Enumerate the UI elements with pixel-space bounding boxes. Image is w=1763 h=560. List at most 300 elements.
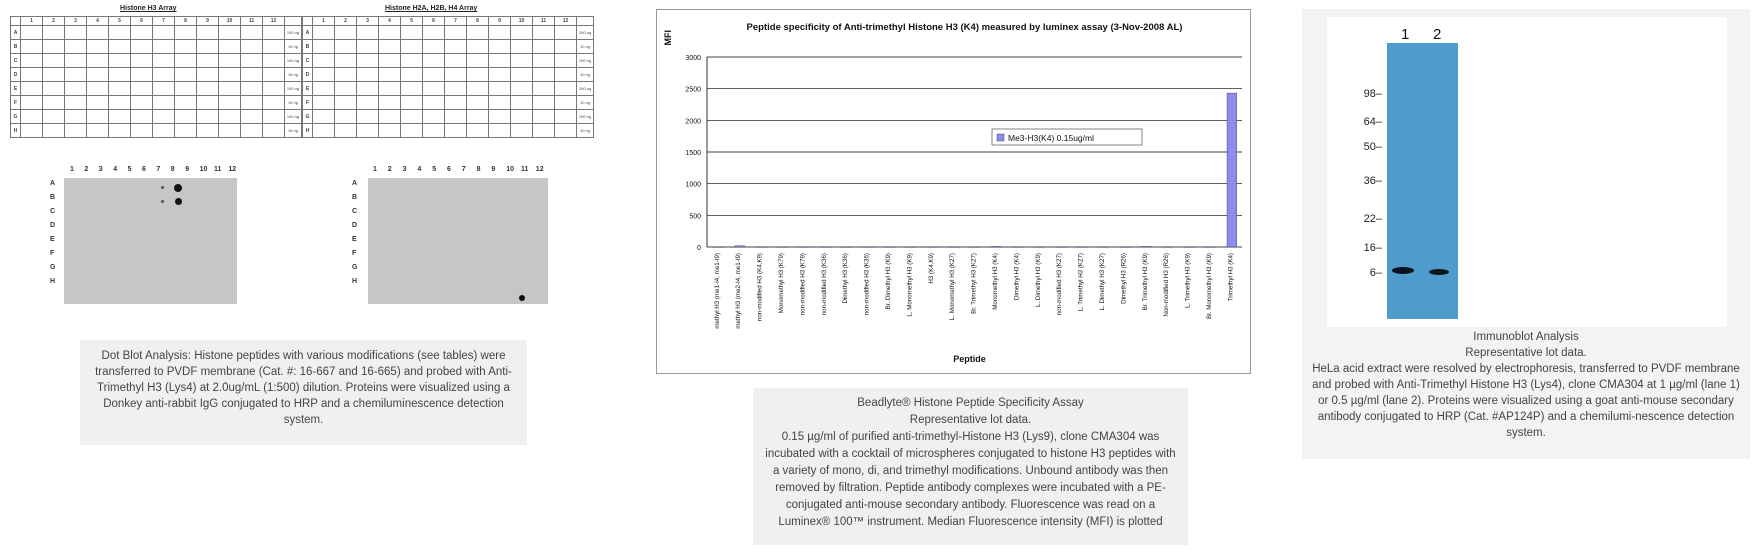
table-cell [87,68,109,82]
blot-column-number: 4 [113,166,118,173]
table-column-header: 2 [335,17,357,26]
table-cell [423,124,445,138]
table-cell [219,96,241,110]
table-row [11,26,302,40]
blot-row-letter: F [50,250,55,257]
table-cell [489,40,511,54]
table-cell [489,124,511,138]
table-cell [65,82,87,96]
table-cell [219,68,241,82]
table-cell [445,110,467,124]
band-lane-1 [1392,267,1414,274]
table-cell [153,82,175,96]
band-lane-2 [1429,269,1449,275]
table-cell [109,54,131,68]
table-amount-cell: 100 ng [577,54,594,68]
mw-marker-label: 64– [1363,116,1382,128]
table-row-label: F [11,96,21,110]
x-tick-label: Trimethyl H3 (K4) [1227,253,1235,302]
dot-signal [161,186,164,189]
table-cell [423,68,445,82]
dot-blot-membrane-1 [64,178,237,304]
table-cell [153,68,175,82]
table-cell [153,110,175,124]
dot-blot-caption: Dot Blot Analysis: Histone peptides with various modifications (see tables) were transferred to PVDF membrane (Cat. #: 16-667 and 16-665) and probed with Anti-Trimethyl H3 (Lys4) at 2.0ug/mL (1:500) dilution. Proteins were visualized using a Donkey anti-rabbit IgG conjugated to HRP and a chemiluminescence detection system. [80,340,527,445]
blot-row-letter: D [352,222,358,229]
table-cell [153,26,175,40]
y-tick-label: 500 [689,213,701,221]
table-amount-cell: 100 ng [577,82,594,96]
table-cell [65,26,87,40]
luminex-caption-subtitle: Representative lot data. [909,414,1032,426]
table-cell [175,54,197,68]
table-cell [241,54,263,68]
table-cell [109,68,131,82]
table-amount-cell: 100 ng [285,110,302,124]
blot-column-number: 1 [70,166,74,173]
table-amount-cell: 10 ng [577,68,594,82]
table-row [303,54,594,68]
table-cell [109,124,131,138]
y-tick-label: 2500 [685,86,701,94]
table-cell [65,96,87,110]
mw-marker-label: 16– [1363,242,1382,254]
table-cell [241,124,263,138]
bar [799,247,809,248]
table-amount-header [285,17,302,26]
table-column-header: 3 [65,17,87,26]
x-tick-label: non-modified H3 (K27) [1056,253,1064,316]
table-cell [467,68,489,82]
table-column-header: 9 [197,17,219,26]
table-cell [43,40,65,54]
table-corner [303,17,313,26]
blot-column-number: 2 [387,166,392,173]
table-row-label: D [11,68,21,82]
table-cell [445,68,467,82]
blot-column-number: 12 [228,166,237,173]
bar [1013,247,1023,248]
table-cell [335,68,357,82]
blot-column-number: 10 [199,166,208,173]
blot-column-number: 5 [432,166,437,173]
table-column-header: 4 [379,17,401,26]
chart-title: Peptide specificity of Anti-trimethyl Histone H3 (K4) measured by luminex assay (3-Nov-2008 AL) [746,22,1183,33]
table-cell [511,124,533,138]
x-tick-label: Br. Monomethyl H3 (K9) [1205,253,1213,320]
mw-marker-label: 50– [1363,141,1382,153]
table-cell [357,124,379,138]
immunoblot-panel [1302,9,1750,459]
x-tick-label: L. Monomethyl H3 (K27) [949,253,957,321]
bar [885,247,895,248]
table-cell [423,96,445,110]
table-cell [379,26,401,40]
table-cell [313,26,335,40]
table-cell [87,110,109,124]
table-cell [423,26,445,40]
x-tick-label: L. Trimethyl H3 (K27) [1077,253,1085,312]
table-row-label: H [303,124,313,138]
table-cell [197,124,219,138]
mw-marker-label: 6– [1369,267,1382,279]
x-tick-label: non-modified H3 (K4,K9) [756,253,764,322]
table-cell [335,124,357,138]
bar [1141,246,1151,247]
x-tick-label: methyl H3 (me2-I4, me1-I9) [735,253,743,329]
table-row-label: A [11,26,21,40]
x-tick-label: L. Trimethyl H3 (K9) [1184,253,1192,309]
x-tick-label: L. Dimethyl H3 (K9) [1034,253,1042,307]
table-cell [467,54,489,68]
table-cell [153,124,175,138]
table-cell [533,40,555,54]
table-cell [131,124,153,138]
table-column-header: 1 [21,17,43,26]
table-cell [489,68,511,82]
blot-row-letter: B [352,194,358,201]
table-column-header: 12 [263,17,285,26]
x-tick-label: non-modified H3 (K36) [863,253,871,316]
table-row-label: B [11,40,21,54]
blot-column-number: 8 [170,166,175,173]
table-amount-cell: 100 ng [285,54,302,68]
y-axis-label: MFI [663,30,673,46]
table-row [303,96,594,110]
table-row-label: D [303,68,313,82]
table-cell [555,26,577,40]
table-cell [219,26,241,40]
table-cell [219,124,241,138]
blot-column-number: 8 [476,166,481,173]
blot-column-number: 12 [535,166,544,173]
table-amount-cell: 10 ng [285,40,302,54]
table-cell [423,54,445,68]
blot-column-number: 6 [447,166,451,173]
table-row [303,82,594,96]
table-cell [335,96,357,110]
table-cell [197,110,219,124]
table-cell [109,96,131,110]
table-cell [109,82,131,96]
y-tick-label: 0 [697,245,701,252]
table-amount-cell: 10 ng [285,124,302,138]
blot-row-letter: A [352,180,358,187]
blot-row-letter: C [50,208,56,215]
bar [863,247,873,248]
table-cell [263,82,285,96]
table-amount-cell: 100 ng [285,82,302,96]
y-tick-label: 1000 [685,181,701,189]
bar [713,247,723,248]
table-column-header: 5 [109,17,131,26]
x-tick-label: Dimethyl H3 (K36) [842,253,850,304]
table-cell [21,40,43,54]
table-cell [555,68,577,82]
h3-array-table [10,16,302,138]
mw-marker-label: 36– [1363,175,1382,187]
table-cell [21,82,43,96]
bar [820,247,830,248]
table-amount-cell: 10 ng [577,124,594,138]
table-row-label: G [11,110,21,124]
lane-1-label: 1 [1401,26,1410,43]
bar [1034,247,1044,248]
table-cell [335,82,357,96]
table-cell [219,82,241,96]
table-cell [423,110,445,124]
table-row [11,82,302,96]
table-cell [43,124,65,138]
table-cell [21,68,43,82]
y-tick-label: 2000 [685,118,701,126]
table-cell [401,96,423,110]
bar [735,246,745,247]
table-corner [11,17,21,26]
table-cell [467,26,489,40]
table-cell [197,26,219,40]
table-cell [21,124,43,138]
dot-blot-panel [0,0,600,460]
table-cell [43,68,65,82]
table-cell [555,96,577,110]
table-cell [263,40,285,54]
mw-marker-label: 98– [1363,88,1382,100]
h2a-array-table [302,16,594,138]
table-cell [175,110,197,124]
table-cell [379,40,401,54]
table-cell [21,54,43,68]
bar [1206,247,1216,248]
table-row [11,54,302,68]
table-row-label: B [303,40,313,54]
table-cell [467,110,489,124]
table-row [303,68,594,82]
table-cell [357,68,379,82]
table-amount-cell: 100 ng [577,26,594,40]
table-cell [379,82,401,96]
luminex-caption [753,388,1188,545]
table-cell [467,82,489,96]
table-cell [511,110,533,124]
table-cell [511,96,533,110]
table-cell [379,124,401,138]
table-cell [241,110,263,124]
table-column-header: 7 [445,17,467,26]
bar [992,246,1002,247]
table-cell [65,54,87,68]
table-column-header: 2 [43,17,65,26]
lane-2-label: 2 [1433,26,1442,43]
table-amount-cell: 10 ng [285,68,302,82]
table-cell [197,96,219,110]
table-cell [335,40,357,54]
table-cell [401,40,423,54]
table-row-label: C [11,54,21,68]
table-cell [241,68,263,82]
table-cell [263,124,285,138]
y-tick-label: 1500 [685,150,701,157]
table-cell [313,82,335,96]
table-cell [423,40,445,54]
table-cell [175,124,197,138]
table-cell [131,26,153,40]
table-cell [313,110,335,124]
table-column-header: 6 [131,17,153,26]
table-cell [219,40,241,54]
table-column-header: 6 [423,17,445,26]
blot-row-letter: G [352,264,358,271]
table-cell [335,54,357,68]
blot-column-number: 2 [84,166,89,173]
x-tick-label: Br. Trimethyl H3 (K9) [1141,253,1149,311]
table-cell [175,82,197,96]
bar [970,247,980,248]
x-tick-label: H3 (K4,K9) [927,253,935,284]
table-cell [357,110,379,124]
legend-swatch [997,134,1004,141]
table-cell [197,82,219,96]
blot-column-number: 1 [373,166,377,173]
table-cell [511,68,533,82]
table-amount-cell: 10 ng [577,40,594,54]
dot-signal [161,200,164,203]
x-tick-label: Non-modified H3 (R26) [1163,253,1171,317]
table-cell [401,82,423,96]
table-cell [219,110,241,124]
bar [906,247,916,248]
table-cell [533,68,555,82]
table-cell [335,110,357,124]
table-cell [87,82,109,96]
table-cell [357,26,379,40]
immunoblot-membrane [1387,43,1458,319]
table-cell [467,124,489,138]
x-tick-label: Dimethyl H3 (K4) [1013,253,1021,301]
x-tick-label: Dimethyl H3 (R26) [1120,253,1128,304]
table-column-header: 7 [153,17,175,26]
table-cell [263,110,285,124]
blot-column-number: 11 [214,166,222,173]
bar [1077,247,1087,248]
table-column-header: 1 [313,17,335,26]
table-cell [445,40,467,54]
table-cell [65,110,87,124]
blot-column-number: 9 [185,166,190,173]
blot-column-number: 9 [491,166,496,173]
table-cell [313,68,335,82]
table-row [11,68,302,82]
blot-column-number: 5 [127,166,132,173]
table-amount-header [577,17,594,26]
immunoblot-image [1327,17,1727,327]
table-cell [153,40,175,54]
table-cell [109,26,131,40]
bar [1120,247,1130,248]
table-cell [511,54,533,68]
table-cell [533,26,555,40]
table-cell [131,40,153,54]
table-cell [555,54,577,68]
table-cell [87,54,109,68]
h2a-array-title: Histone H2A, H2B, H4 Array [385,5,478,12]
table-cell [533,96,555,110]
table-cell [109,40,131,54]
table-cell [511,26,533,40]
table-row-label: H [11,124,21,138]
table-row [303,124,594,138]
table-row-label: A [303,26,313,40]
table-cell [555,82,577,96]
table-cell [445,82,467,96]
table-cell [555,124,577,138]
table-cell [379,54,401,68]
table-cell [131,68,153,82]
table-cell [197,40,219,54]
blot-column-number: 11 [521,166,529,173]
blot-column-number: 3 [402,166,407,173]
table-cell [489,54,511,68]
x-tick-label: Monomethyl H3 (K4) [991,253,999,310]
table-cell [87,26,109,40]
table-cell [65,40,87,54]
table-cell [65,68,87,82]
table-row [11,96,302,110]
table-cell [379,96,401,110]
blot-row-letter: H [352,278,358,285]
legend-label: Me3-H3(K4) 0.15ug/ml [1008,133,1094,143]
table-column-header: 4 [87,17,109,26]
table-cell [219,54,241,68]
table-amount-cell: 10 ng [577,96,594,110]
table-cell [489,96,511,110]
table-cell [555,110,577,124]
table-column-header: 9 [489,17,511,26]
table-cell [21,96,43,110]
luminex-chart-frame [656,9,1251,374]
table-cell [379,110,401,124]
blot-column-number: 10 [506,166,514,173]
table-cell [43,110,65,124]
mw-marker-label: 22– [1363,213,1382,225]
blot-row-letter: H [50,278,56,285]
table-cell [423,82,445,96]
table-cell [401,54,423,68]
table-cell [313,54,335,68]
table-column-header: 3 [357,17,379,26]
table-column-header: 10 [219,17,241,26]
table-cell [489,110,511,124]
dot-blot-membrane-2 [368,178,548,304]
bar [1099,247,1109,248]
dot-signal [174,184,182,192]
table-cell [533,54,555,68]
table-row [11,124,302,138]
table-cell [555,40,577,54]
table-cell [43,26,65,40]
table-cell [21,26,43,40]
table-cell [175,68,197,82]
table-amount-cell: 100 ng [577,110,594,124]
table-row-label: E [11,82,21,96]
dot-signal [519,295,525,301]
table-cell [357,96,379,110]
table-cell [511,40,533,54]
table-cell [313,124,335,138]
table-cell [87,124,109,138]
table-row [303,40,594,54]
table-cell [175,40,197,54]
